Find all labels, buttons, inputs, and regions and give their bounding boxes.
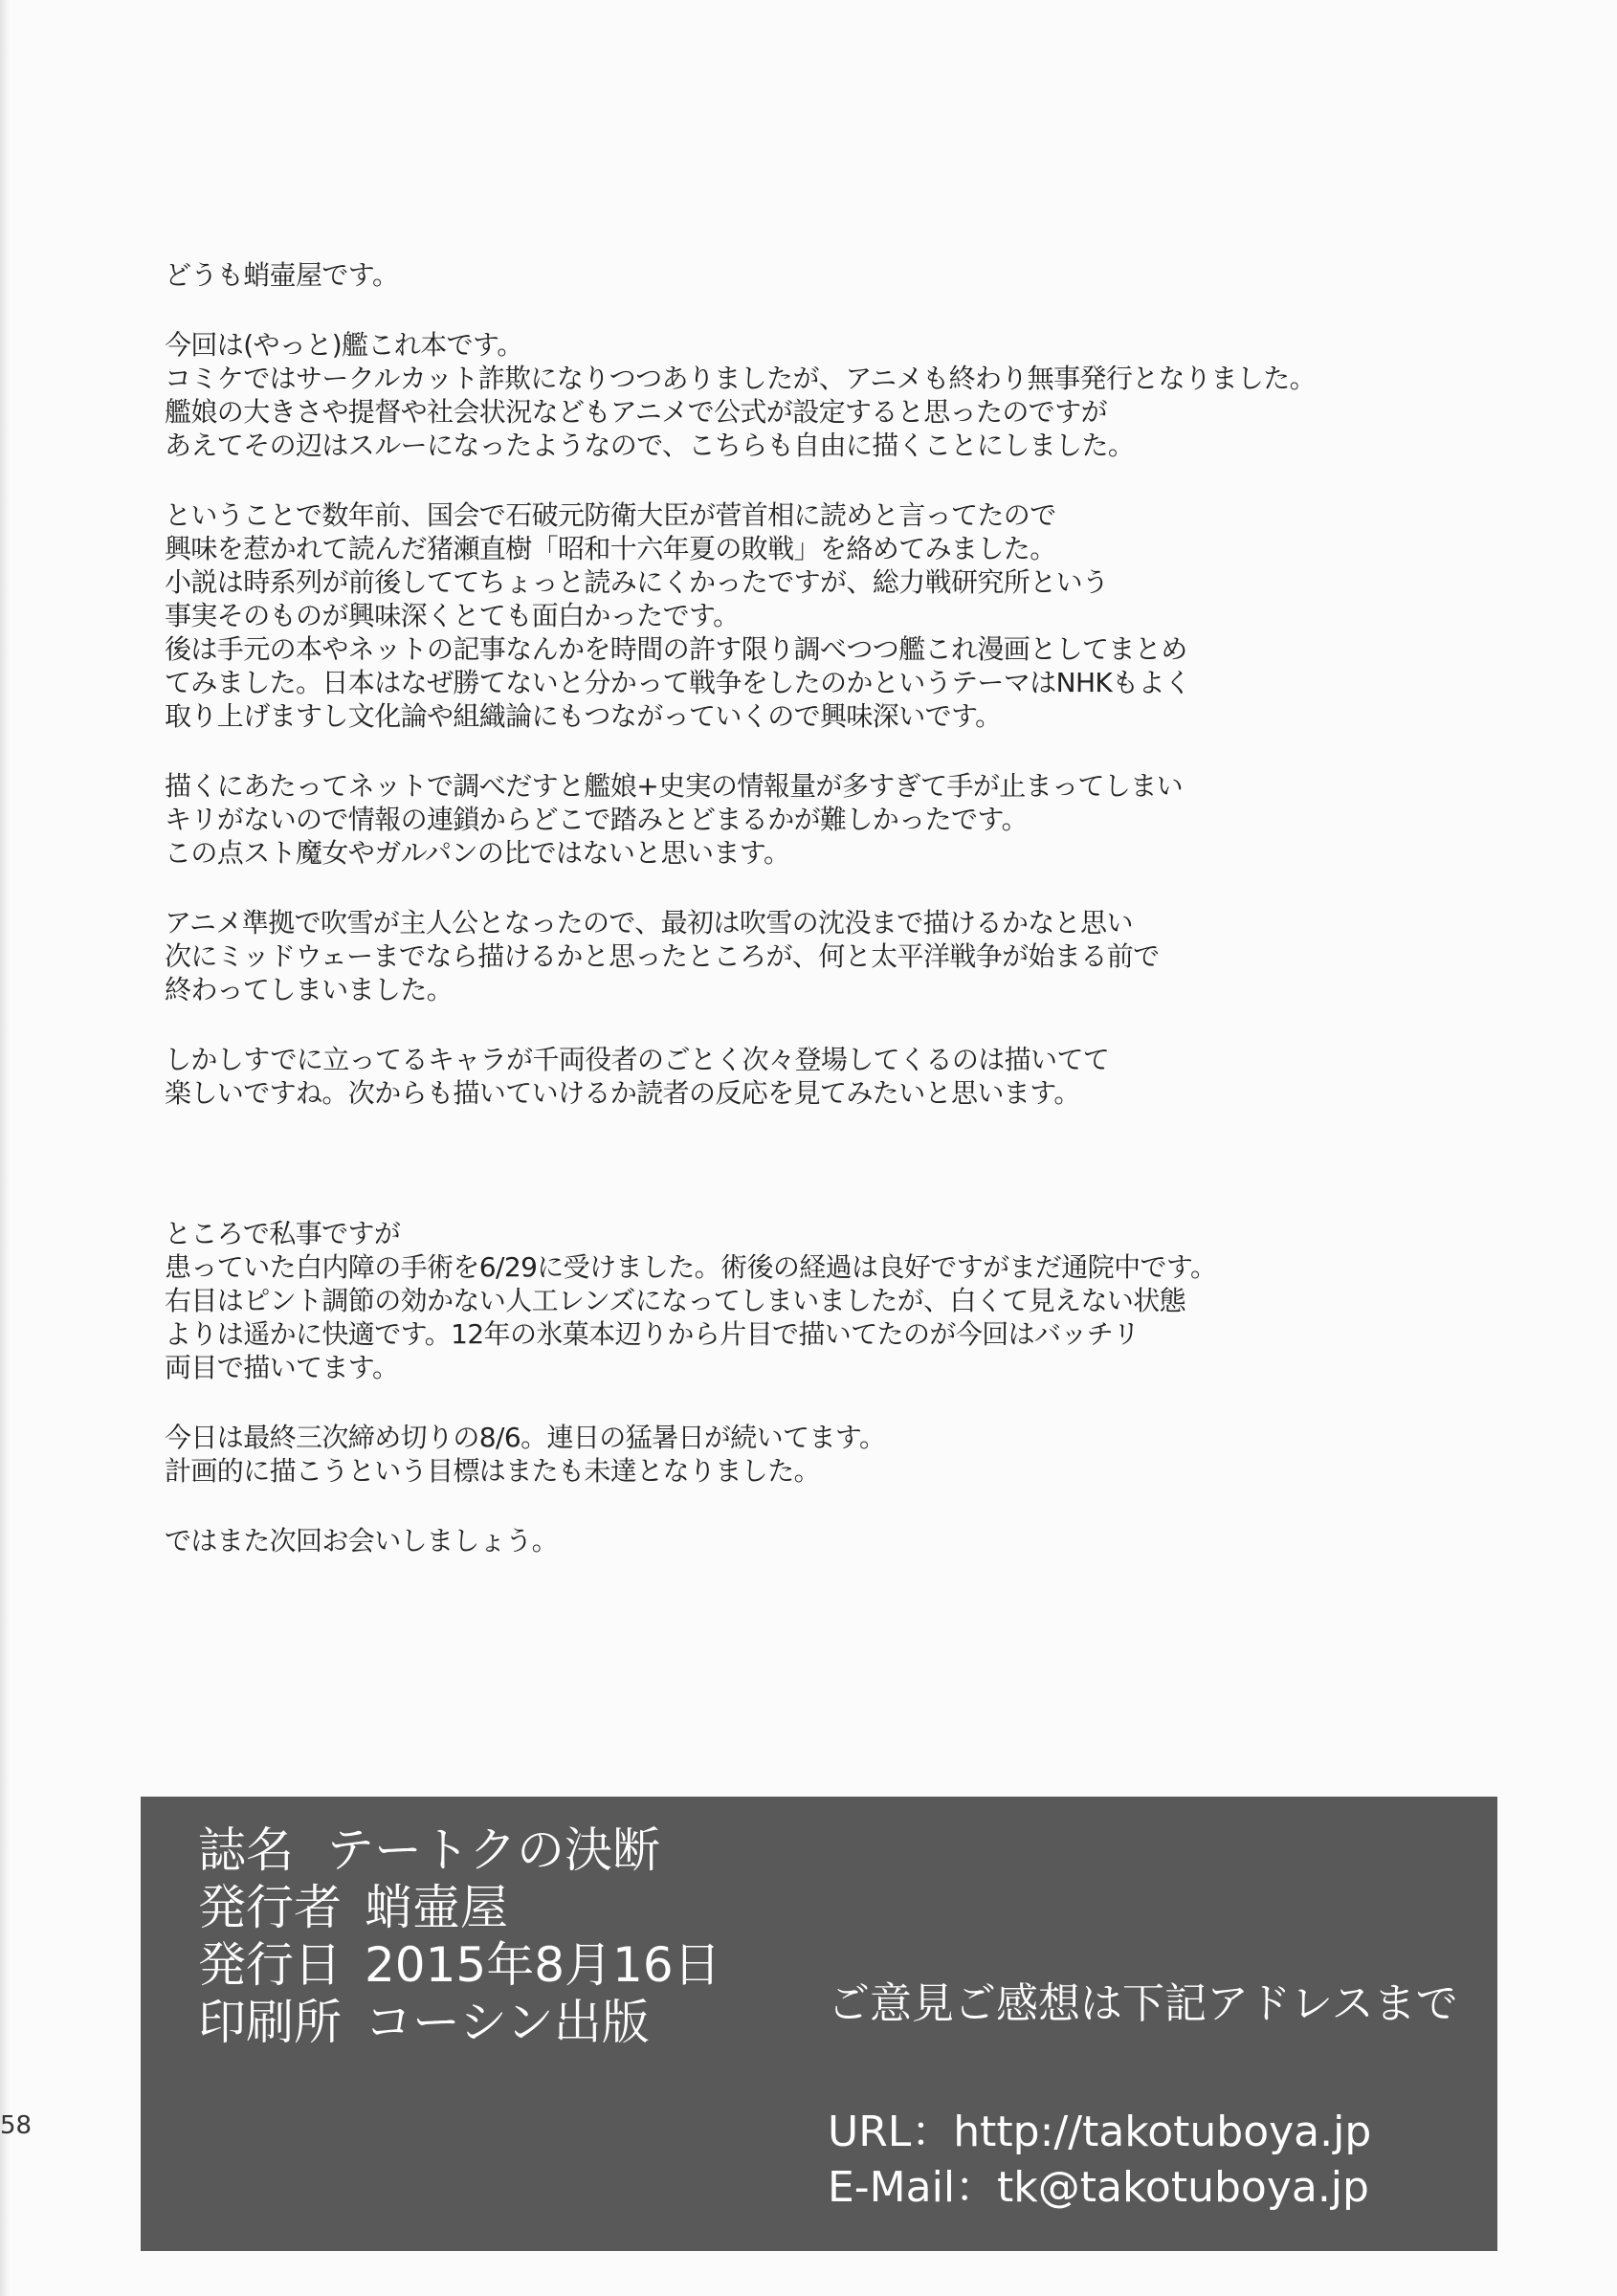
text-line: ではまた次回お会いしましょう。 bbox=[165, 1525, 559, 1556]
text-line: アニメ準拠で吹雪が主人公となったので、最初は吹雪の沈没まで描けるかなと思い bbox=[165, 907, 1133, 938]
paragraph bbox=[165, 1421, 1389, 1488]
text-line: しかしすでに立ってるキャラが千両役者のごとく次々登場してくるのは描いてて bbox=[165, 1044, 1110, 1075]
url-line: URL：http://takotuboya.jp bbox=[828, 2108, 1372, 2156]
paragraph bbox=[165, 1043, 1389, 1110]
paragraph bbox=[165, 906, 1389, 1006]
colophon-row-title bbox=[198, 1821, 721, 1879]
contact-heading: ご意見ご感想は下記アドレスまで bbox=[828, 1979, 1458, 2028]
paragraph bbox=[165, 1524, 1389, 1557]
text-line: 計画的に描こうという目標はまたも未達となりました。 bbox=[165, 1455, 821, 1487]
text-line: ところで私事ですが bbox=[165, 1218, 401, 1249]
colophon-value: 蛸壷屋 bbox=[365, 1880, 508, 1935]
afterword-text bbox=[165, 258, 1389, 1594]
text-line: 描くにあたってネットで調べだすと艦娘+史実の情報量が多すぎて手が止まってしまい bbox=[165, 770, 1184, 802]
text-line: 艦娘の大きさや提督や社会状況などもアニメで公式が設定すると思ったのですが bbox=[165, 396, 1108, 428]
page-edge bbox=[0, 0, 10, 2296]
text-line: あえてその辺はスルーになったようなので、こちらも自由に描くことにしました。 bbox=[165, 430, 1135, 461]
text-line: 楽しいですね。次からも描いていけるか読者の反応を見てみたいと思います。 bbox=[165, 1077, 1080, 1109]
text-line: 患っていた白内障の手術を6/29に受けました。術後の経過は良好ですがまだ通院中です。 bbox=[165, 1251, 1217, 1283]
text-line: 今日は最終三次締め切りの8/6。連日の猛暑日が続いてます。 bbox=[165, 1422, 886, 1453]
text-line: キリがないので情報の連鎖からどこで踏みとどまるかが難しかったです。 bbox=[165, 804, 1028, 835]
colophon-rows bbox=[198, 1821, 721, 2051]
paragraph bbox=[165, 258, 1389, 292]
text-line: 後は手元の本やネットの記事なんかを時間の許す限り調べつつ艦これ漫画としてまとめ bbox=[165, 633, 1187, 665]
text-line: よりは遥かに快適です。12年の氷菓本辺りから片目で描いてたのが今回はバッチリ bbox=[165, 1318, 1140, 1350]
text-line: 終わってしまいました。 bbox=[165, 974, 454, 1005]
colophon-key: 発行者 bbox=[198, 1880, 342, 1935]
colophon-key: 印刷所 bbox=[198, 1995, 342, 2050]
colophon-key: 発行日 bbox=[198, 1937, 342, 1993]
colophon-row-printer bbox=[198, 1994, 721, 2051]
text-line: コミケではサークルカット詐欺になりつつありましたが、アニメも終わり無事発行となりました。 bbox=[165, 363, 1317, 394]
email-line: E-Mail：tk@takotuboya.jp bbox=[828, 2163, 1369, 2212]
text-line: てみました。日本はなぜ勝てないと分かって戦争をしたのかというテーマはNHKもよく bbox=[165, 667, 1191, 698]
paragraph bbox=[165, 498, 1389, 733]
paragraph bbox=[165, 328, 1389, 462]
colophon-box bbox=[141, 1797, 1497, 2251]
paragraph bbox=[165, 769, 1389, 870]
text-line: 事実そのものが興味深くとても面白かったです。 bbox=[165, 600, 740, 631]
contact-block bbox=[828, 1978, 1458, 2216]
colophon-value: テートクの決断 bbox=[326, 1822, 660, 1878]
text-line: ということで数年前、国会で石破元防衛大臣が菅首相に読めと言ってたので bbox=[165, 499, 1056, 531]
text-line: 両目で描いてます。 bbox=[165, 1352, 399, 1383]
paragraph bbox=[165, 1217, 1389, 1384]
text-line: 興味を惹かれて読んだ猪瀬直樹「昭和十六年夏の敗戦」を絡めてみました。 bbox=[165, 533, 1056, 564]
colophon-value: 2015年8月16日 bbox=[365, 1937, 721, 1993]
text-line: どうも蛸壷屋です。 bbox=[165, 259, 399, 291]
colophon-row-date bbox=[198, 1936, 721, 1994]
colophon-key: 誌名 bbox=[198, 1822, 294, 1878]
text-line: 次にミッドウェーまでなら描けるかと思ったところが、何と太平洋戦争が始まる前で bbox=[165, 940, 1160, 972]
page-number: 58 bbox=[0, 2111, 33, 2140]
text-line: 右目はピント調節の効かない人工レンズになってしまいましたが、白くて見えない状態 bbox=[165, 1285, 1186, 1316]
text-line: この点スト魔女やガルパンの比ではないと思います。 bbox=[165, 837, 790, 869]
text-line: 取り上げますし文化論や組織論にもつながっていくので興味深いです。 bbox=[165, 700, 1002, 732]
text-line: 小説は時系列が前後しててちょっと読みにくかったですが、総力戦研究所という bbox=[165, 566, 1109, 598]
colophon-value: コーシン出版 bbox=[365, 1995, 650, 2050]
colophon-row-publisher bbox=[198, 1879, 721, 1936]
text-line: 今回は(やっと)艦これ本です。 bbox=[165, 329, 523, 361]
